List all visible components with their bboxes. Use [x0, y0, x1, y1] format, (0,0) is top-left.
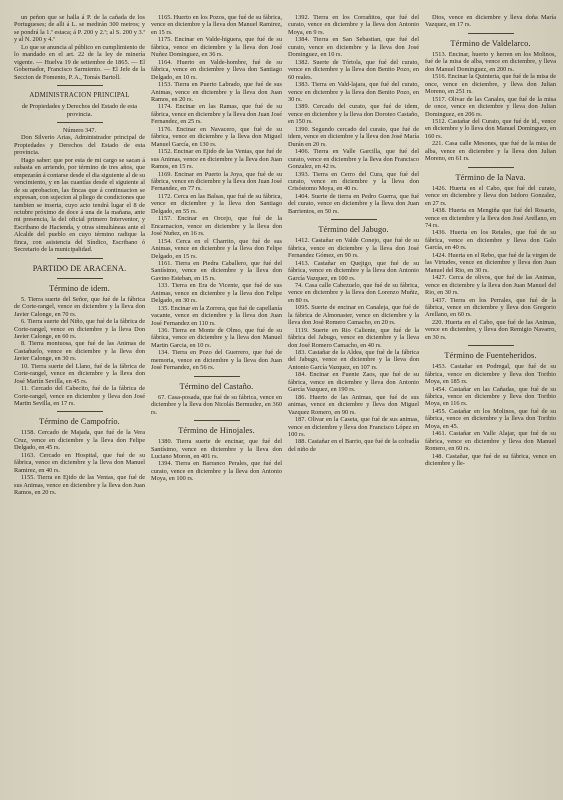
section-divider	[57, 411, 103, 412]
centered-line: de Propiedades y Derechos del Estado de esta provincia.	[21, 103, 138, 118]
section-divider	[468, 167, 514, 168]
listing-paragraph: 1516. Encinar la Quinteria, que fué de la misa de once, vence en diciembre, y lleva don Julian Moreno, en 251 rs.	[425, 73, 556, 96]
listing-paragraph: Hago saber: que por esta de mi cargo se sacan á subasta en arriendo, por término de tres años, que empezarán á contarse desde el dia siguiente al de su vencimiento, y en las cuantías desde el siguiente al de su aprobacion, las fincas que á continuacion se expresan, con sujecion al pliego de condiciones que tambien se inserta, cuyo acto tendrá lugar el 8 de octubre próximo de doce á una de la mañana, ante mi presencia, la del oficial primero Interventor, y Escribano de Hacienda, y otras simultáneas ante el Alcalde del pueblo en cuyo término radique la finca, con asistencia del Síndico, Escribano ó Secretario de la municipalidad.	[14, 156, 145, 254]
listing-paragraph: 1406. Tierra en Valle Garcilla, que fué del curato, vence en diciembre y la lleva don Francisco Gonzalez, en 42 rs.	[288, 148, 419, 171]
listing-paragraph: 1513. Encinar, huerto y herren en los Molinos, fué de la misa de alba, vence en diciembre, y lleva don Manuel Dominguez, en 200 rs.	[425, 50, 556, 73]
centered-line: Número 347.	[62, 126, 97, 134]
section-divider	[57, 122, 103, 123]
listing-paragraph: 187. Olivar en la Caseta, que fué de sus animas, vence en diciembre y lleva don Francisco López en 100 rs.	[288, 416, 419, 439]
listing-paragraph: 1161. Tierra en Piedra Caballero, que fué del Santísimo, vence en diciembre y la lleva don Gavino Esteban, en 15 rs.	[151, 259, 282, 282]
listing-paragraph: 1394. Tierra en Barranco Perales, que fué del curato, vence en diciembre y la lleva don Antonio Moya, en 100 rs.	[151, 460, 282, 483]
section-divider	[194, 420, 240, 421]
listing-paragraph: 1438. Huerta en Mengiña que fué del Rosario, vence en diciembre y la lleva don José Arellano, en 74 rs.	[425, 207, 556, 229]
listing-paragraph: 136. Tierra en Monte de Olmo, que fué de su fábrica, vence en diciembre y la lleva don Manuel Martin Garcia, en 10 rs.	[151, 327, 282, 349]
listing-paragraph: 1390. Segundo cercado del curato, que fué de idem, vence en diciembre y la lleva don José María Durán en 20 rs.	[288, 125, 419, 148]
listing-paragraph: 1454. Castañar en las Cañadas, que fué de su fábrica, vence en diciembre y lleva don Toribio Moya, en 116 rs.	[425, 385, 556, 408]
listing-paragraph: 1172. Cerca en las Balsas, que fué de su fábrica, vence en diciembre y la lleva don Santiago Delgado, en 55 rs.	[151, 192, 282, 215]
listing-paragraph: 1424. Huerta en el Rebo, que fué de la virgen de las Virtudes, vence en diciembre y lleva don Juan Manuel del Rio, en 30 rs.	[425, 251, 556, 274]
text-column-3	[288, 14, 419, 794]
listing-paragraph: 1461. Castañar en Valle Alajar, que fué de su fábrica, vence en diciembre y lleva don Manuel Romero, en 60 rs.	[425, 430, 556, 453]
text-column-4	[425, 14, 556, 794]
listing-paragraph: 1152. Encinar en Ejido de las Ventas, que fué de sus Animas, vence en diciembre y la lleva don Juan Ramos, en 15 rs.	[151, 148, 282, 171]
listing-paragraph: 133. Tierra en Era de Vicente, que fué de sus Animas, vence en diciembre y la lleva don Felipe Delgado, en 30 rs.	[151, 282, 282, 305]
listing-paragraph: 1383. Tierra en Vald-lajara, que fué del curato, vence en diciembre y la lleva don Benito Pozo, en 30 rs.	[288, 81, 419, 103]
listing-paragraph: 6. Tierra suerte del Niño, que fué de la fábrica de Corte-rangel, vence en diciembre y la lleva Don Javier Calonge, en 60 rs.	[14, 318, 145, 340]
listing-paragraph: 1158. Cercado de Majada, que fué de la Vera Cruz, vence en diciembre y la lleva don Felipe Delgado, en 45 rs.	[14, 429, 145, 452]
text-column-2	[151, 14, 282, 794]
listing-paragraph: 1175. Encinar en Valde-higuera, que fué de su fábrica, vence en diciembre y la lleva don José Nuñez Dominguez, en 36 rs.	[151, 36, 282, 59]
section-divider	[57, 278, 103, 279]
listing-paragraph: 188. Castañar en el Barrio, que fué de la cofradía del niño de	[288, 438, 419, 453]
listing-paragraph: 5. Tierra suerte del Señor, que fué de la fábrica de Corte-rangel, vence en diciembre y la lleva don Javier Calonge, en 70 rs.	[14, 295, 145, 318]
listing-paragraph: 1164. Huerto en Valde-hombre, fué de su fábrica, vence en diciembre y lleva don Santiago Delgado, en 10 rs.	[151, 58, 282, 81]
listing-paragraph: 1404. Suerte de tierra en Pedro Guerra, que fué del curato, vence en diciembre y la lleva don Juan Barrientos, en 50 rs.	[288, 192, 419, 215]
section-heading: Término del Jabugo.	[318, 225, 389, 235]
section-heading: ADMINISTRACION PRINCIPAL	[29, 92, 130, 100]
listing-paragraph: 1169. Encinar en Puerto la Joya, que fué de su fábrica, vence en diciembre y la lleva don Juan José Fernandez, en 77 rs.	[151, 170, 282, 193]
listing-paragraph: 184. Encinar en Fuente Zaos, que fué de su fábrica, vence en diciembre y lleva don Antonio García Vazquez, en 190 rs.	[288, 371, 419, 394]
section-heading: Término de Fuenteheridos.	[444, 351, 537, 361]
listing-paragraph: 8. Tierra montuosa, que fué de las Animas de Castañuelo, vence en diciembre y la lleva don Javier Calonge, en 30 rs.	[14, 340, 145, 363]
section-divider	[468, 345, 514, 346]
listing-paragraph: 1455. Castañar en los Molinos, que fué de su fábrica, vence en diciembre y la lleva don Toribio Moya, en 45.	[425, 407, 556, 430]
section-heading: Término de Campofrío.	[39, 417, 120, 427]
section-divider	[468, 33, 514, 34]
listing-paragraph: 1157. Encinar en Orcejo, que fué de la Encarnacion, vence en diciembre y la lleva don José Nuñez, en 16 rs.	[151, 215, 282, 238]
listing-paragraph: 148. Castañar, que fué de su fábrica, vence en diciembre y lle-	[425, 452, 556, 468]
section-heading: PARTIDO DE ARACENA.	[32, 263, 127, 273]
listing-paragraph: 1389. Cercado del curato, que fué de idem, vence en diciembre y la lleva don Doroteo Castaño, en 150 rs.	[288, 103, 419, 126]
listing-paragraph: 1436. Huerta en los Retales, que fué de su fábrica, vence en diciembre y lleva don Galo García, en 40 rs.	[425, 229, 556, 252]
listing-paragraph: un peñon que se halla á P. de la cañada de los Portugueses; de alli á L. se medirán 300 metros; y se pondrá la 1.ª estaca; á P. 200 y 2.ª; al S. 200 y 3.ª y al N. 200 y 4.ª	[14, 14, 145, 44]
listing-paragraph: 1119. Suerte en Rio Caliente, que fué de la fábrica del Jabugo, vence en diciembre y la lleva don José Romero Camacho, en 40 rs.	[288, 326, 419, 349]
listing-paragraph: 1095. Suerte de encinar en Canaleja, que fué de la fábrica de Almonaster, vence en diciembre y la lleva don José Romero Camacho, en 20 rs.	[288, 304, 419, 327]
listing-paragraph: 134. Tierra en Pozo del Guerrero, que fué de memoria, vence en diciembre y la lleva don Juan José Fernandez, en 56 rs.	[151, 349, 282, 372]
section-divider	[194, 376, 240, 377]
listing-paragraph: 1392. Tierra en los Corrañitos, que fué del curato, vence en diciembre y la lleva don Antonio Moya, en 9 rs.	[288, 14, 419, 36]
listing-paragraph: Dios, vence en diciembre y lleva doña María Vazquez, en 17 rs.	[425, 14, 556, 29]
listing-paragraph: 1517. Olivar de las Canales, que fué de la misa de once, vence en diciembre y lleva don Julian Dominguez, en 206 rs.	[425, 95, 556, 118]
listing-paragraph: 1437. Tierra en los Perrales, que fué de la fábrica, vence en diciembre y lleva don Gregorio Arellano, en 60 rs.	[425, 296, 556, 319]
listing-paragraph: 183. Castañar de la Aldea, que fué de la fábrica del Jabugo, vence en diciembre y la lleva don Antonio García Vazquez, en 107 rs.	[288, 349, 419, 371]
listing-paragraph: 135. Encinar en la Zorrera, que fué de capellanía vacante, vence en diciembre y la lleva don Juan José Fernandez en 110 rs.	[151, 304, 282, 327]
section-heading: Término de Hinojales.	[178, 426, 255, 436]
listing-paragraph: 186. Huerto de las Animas, que fué de sus animas, vence en diciembre y lleva don Miguel Vazquez Romero, en 90 rs.	[288, 393, 419, 416]
text-column-1	[14, 14, 145, 794]
listing-paragraph: 1165. Huerto en los Pozos, que fué de su fábrica, vence en diciembre y la lleva don Manuel Ramirez, en 15 rs.	[151, 14, 282, 36]
listing-paragraph: 1393. Tierra en Cerro del Cura, que fué del curato, vence en diciembre y la lleva don Crisóstomo Moya, en 40 rs.	[288, 170, 419, 193]
listing-paragraph: 10. Tierra suerte del Llano, fué de la fábrica de Corte-rangel, vence en diciembre y la lleva don José Martín Sevilla, en 45 rs.	[14, 362, 145, 385]
listing-paragraph: 1154. Cerca en el Charrito, que fué de sus Animas, vence en diciembre y la lleva don Felipe Delgado, en 15 rs.	[151, 237, 282, 260]
listing-paragraph: 1382. Suerte de Tórtola, que fué del curato, vence en diciembre y la lleva don Benito Pozo, en 60 reales.	[288, 58, 419, 81]
section-divider	[57, 258, 103, 259]
listing-paragraph: 1413. Castañar en Quejigo, que fué de su fábrica, vence en diciembre y la lleva don Antonio García Vazquez, en 100 rs.	[288, 259, 419, 282]
section-heading: Término de Valdelarco.	[450, 38, 531, 48]
section-heading: Término de idem.	[49, 283, 110, 293]
listing-paragraph: 1380. Tierra suerte de encinar, que fué del Santísimo, vence en diciembre y la lleva don Luciano Moron, en 401 rs.	[151, 438, 282, 461]
section-heading: Término de la Nava.	[455, 172, 526, 182]
listing-paragraph: 220. Huerta en el Cabo, que fué de las Animas, vence en diciembre, y lleva don Remigio Navarro, en 30 rs.	[425, 318, 556, 341]
listing-paragraph: 1163. Cercado en Hospital, que fué de su fábrica, vence en diciembre y la lleva don Manuel Ramirez, en 40 rs.	[14, 451, 145, 474]
listing-paragraph: Don Silverio Arias, Administrador principal de Propiedades y Derechos del Estado de esta provincia.	[14, 134, 145, 157]
listing-paragraph: 1453. Castañar en Podregal, que fué de su fábrica, vence en diciembre y lleva don Toribio Moya, en 185 rs.	[425, 363, 556, 386]
listing-paragraph: 1174. Encinar en las Ramas, que fué de su fábrica, vence en diciembre y la lleva don Juan José Fernandez, en 25 rs.	[151, 103, 282, 126]
listing-paragraph: 1384. Tierra en San Sebastian, que fué del curato, vence en diciembre y la lleva don José Dominguez, en 10 rs.	[288, 36, 419, 59]
listing-paragraph: Lo que se anuncia al público en cumplimiento de lo mandado en el art. 22 de la ley de minería vigente. — Huelva 19 de setiembre de 1865. — El Gobernador, Francisco Sarmiento. — El Jefe de la Seccion de Fomento, P. A., Tomás Bartoll.	[14, 43, 145, 81]
section-divider	[57, 85, 103, 86]
section-heading: Término del Castaño.	[179, 381, 254, 391]
section-divider	[331, 219, 377, 220]
listing-paragraph: 11. Cercado del Cabecito, fué de la fábrica de Corte-rangel, vence en diciembre y lleva don José Martin Sevilla, en 17 rs.	[14, 385, 145, 408]
listing-paragraph: 1427. Cerca de olivos, que fué de las Animas, vence en diciembre y la lleva don Juan Manuel del Rio, en 30 rs.	[425, 274, 556, 297]
listing-paragraph: 1176. Encinar en Navacero, que fué de su fábrica, vence en diciembre y la lleva don Miguel Manuel García, en 130 rs.	[151, 125, 282, 148]
listing-paragraph: 1512. Castañar del Curato, que fué de id., vence en diciembre y lo lleva don Manuel Dominguez, en 160 rs.	[425, 117, 556, 140]
listing-paragraph: 74. Casa calle Cabezuelo, que fué de su fábrica, vence en diciembre y la lleva don Lorenzo Muñiz, en 80 rs.	[288, 281, 419, 304]
listing-paragraph: 1155. Tierra en Ejido de las Ventas, que fué de sus Animas, vence en diciembre y la lleva don Juan Ramos, en 20 rs.	[14, 474, 145, 497]
listing-paragraph: 1153. Tierra en Puerto Labrado, que fué de sus Animas, vence en diciembre y la lleva don Juan Ramos, en 20 rs.	[151, 81, 282, 103]
listing-paragraph: 67. Casa-posada, que fué de su fábrica, vence en diciembre y la lleva don Nicolás Bermudez, en 360 rs.	[151, 393, 282, 416]
listing-paragraph: 1412. Castañar en Valde Conejo, que fué de su fábrica, vence en diciembre y la lleva don José Fernandez Gómez, en 90 rs.	[288, 237, 419, 260]
listing-paragraph: 1426. Huerta en el Cabo, que fué del curato, vence en diciembre y lleva don Isidoro Gonzalez, en 27 rs.	[425, 184, 556, 207]
listing-paragraph: 221. Casa calle Mesones, que fué de la misa de alba, vence en diciembre y la lleva don Julian Moreno, en 61 rs.	[425, 140, 556, 163]
